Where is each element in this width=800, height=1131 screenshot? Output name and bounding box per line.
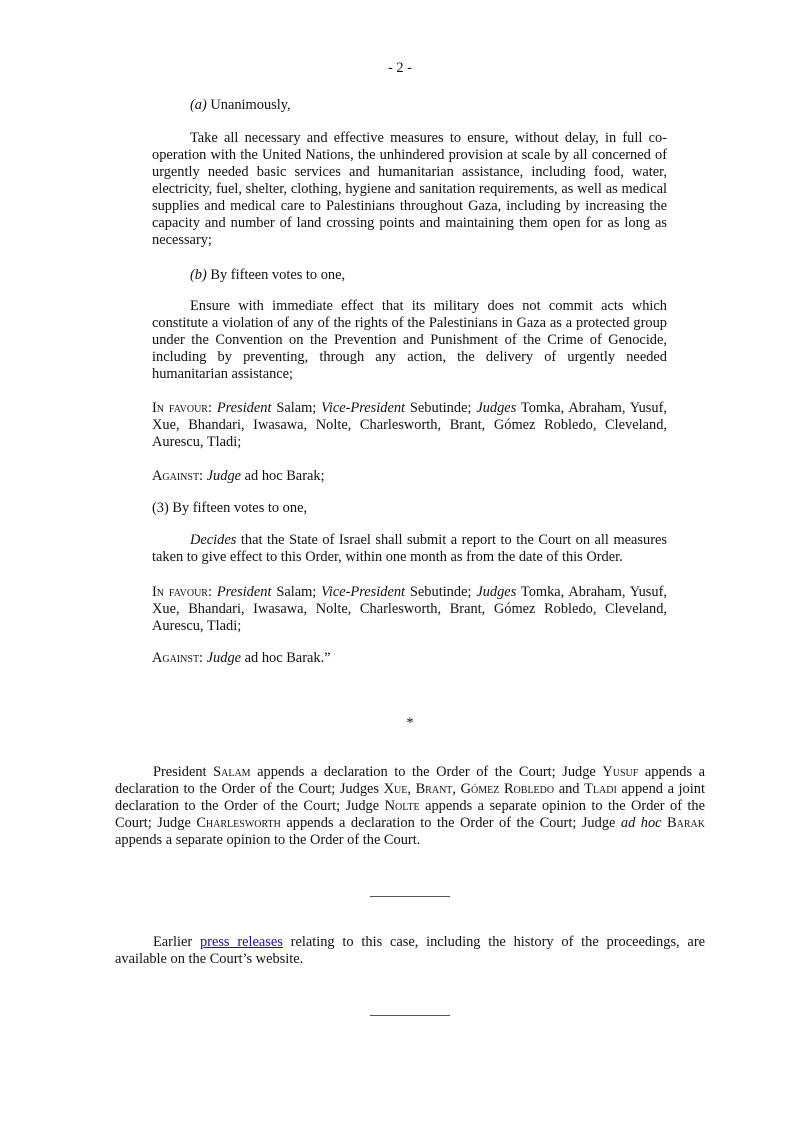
measure-a-label: (a) <box>190 97 207 113</box>
earlier-after: relating to this case, including the history of the proceedings, are available on the Court’s website. <box>115 934 705 967</box>
earlier-press-releases-paragraph <box>115 934 705 968</box>
judge-xue: Xue <box>383 781 408 797</box>
in-favour-label: In favour: <box>152 400 212 416</box>
judges-title: Judges <box>476 400 517 416</box>
measure-b-text: Ensure with immediate effect that its military does not commit acts which constitute a violation of any of the rights of the Palestinians in Gaza as a protected group under the Convention on the Prevention and Punishment of the Crime of Genocide, including by preventing, through any action, the delivery of urgently needed humanitarian assistance; <box>152 298 667 382</box>
against-label: Against: <box>152 650 204 666</box>
against-label: Against: <box>152 468 204 484</box>
decl-text: and <box>558 781 580 797</box>
against-title: Judge <box>206 650 242 666</box>
measure-b-vote-text: By fifteen votes to one, <box>210 267 346 283</box>
judge-salam: Salam <box>213 764 251 780</box>
decl-text: append a joint declaration to the Order of the Court; Judge <box>115 781 705 814</box>
earlier-before: Earlier <box>153 934 193 950</box>
decl-text: appends a separate opinion to the Order of the Court; Judge <box>115 798 706 831</box>
decl-text: appends a separate opinion to the Order of the Court. <box>115 832 421 848</box>
measure-b-label: (b) <box>190 267 207 283</box>
decl-text: appends a declaration to the Order of the Court; Judge <box>286 815 616 831</box>
measure-a-text: Take all necessary and effective measures to ensure, without delay, in full co-operation with the United Nations, the unhindered provision at scale by all concerned of urgently needed basic services and humanitarian assistance, including food, water, electricity, fuel, shelter, clothing, hygiene and sanitation requirements, as well as medical supplies and medical care to Palestinians throughout Gaza, including by increasing the capacity and number of land crossing points and maintaining them open for as long as necessary; <box>152 130 667 248</box>
judges-title: Judges <box>476 584 517 600</box>
decl-text: President <box>153 764 207 780</box>
measure-a-vote-text: Unanimously, <box>210 97 291 113</box>
vice-president-title: Vice-President <box>321 400 406 416</box>
vice-president-name: Sebutinde; <box>409 584 472 600</box>
judge-tladi: Tladi <box>584 781 617 797</box>
president-title: President <box>216 400 272 416</box>
divider-rule <box>370 1015 450 1016</box>
president-name: Salam; <box>276 584 317 600</box>
against-name: ad hoc Barak.” <box>244 650 331 666</box>
page-number: - 2 - <box>388 60 412 76</box>
judge-yusuf: Yusuf <box>602 764 639 780</box>
section-asterisk: * <box>406 715 414 731</box>
decl-sep: , <box>407 781 411 797</box>
decl-sep: , <box>452 781 457 797</box>
vote-b-against <box>152 468 667 485</box>
operative-3-body: that the State of Israel shall submit a report to the Court on all measures taken to give effect to this Order, within one month as from the date of this Order. <box>152 532 667 565</box>
in-favour-label: In favour: <box>152 584 212 600</box>
judge-gomez-robledo: Gómez Robledo <box>460 781 555 797</box>
decides-word: Decides <box>190 532 237 548</box>
operative-3-vote: (3) By fifteen votes to one, <box>152 500 308 516</box>
divider-rule <box>370 896 450 897</box>
measure-b-vote <box>190 267 670 284</box>
president-title: President <box>216 584 272 600</box>
judge-nolte: Nolte <box>384 798 420 814</box>
vote-3-against <box>152 650 667 667</box>
vote-b-in-favour <box>152 400 667 451</box>
judges-names: Tomka, Abraham, Yusuf, Xue, Bhandari, Iwasawa, Nolte, Charlesworth, Brant, Gómez Robledo, Cleveland, Aurescu, Tladi; <box>152 400 667 450</box>
measure-a-vote <box>190 97 670 114</box>
judge-barak: Barak <box>667 815 705 831</box>
judge-charlesworth: Charlesworth <box>196 815 281 831</box>
decl-text: appends a declaration to the Order of the Court; Judges <box>115 764 705 797</box>
vice-president-name: Sebutinde; <box>409 400 472 416</box>
president-name: Salam; <box>276 400 317 416</box>
decl-text: appends a declaration to the Order of the Court; Judge <box>257 764 596 780</box>
against-name: ad hoc Barak; <box>244 468 325 484</box>
vote-3-in-favour <box>152 584 667 635</box>
judges-names: Tomka, Abraham, Yusuf, Xue, Bhandari, Iwasawa, Nolte, Charlesworth, Brant, Gómez Robledo, Cleveland, Aurescu, Tladi; <box>152 584 667 634</box>
declarations-paragraph <box>115 764 705 849</box>
operative-3-text <box>152 532 667 566</box>
press-releases-link[interactable]: press releases <box>199 934 283 950</box>
ad-hoc-word: ad hoc <box>620 815 662 831</box>
against-title: Judge <box>206 468 242 484</box>
vice-president-title: Vice-President <box>321 584 406 600</box>
judge-brant: Brant <box>415 781 453 797</box>
